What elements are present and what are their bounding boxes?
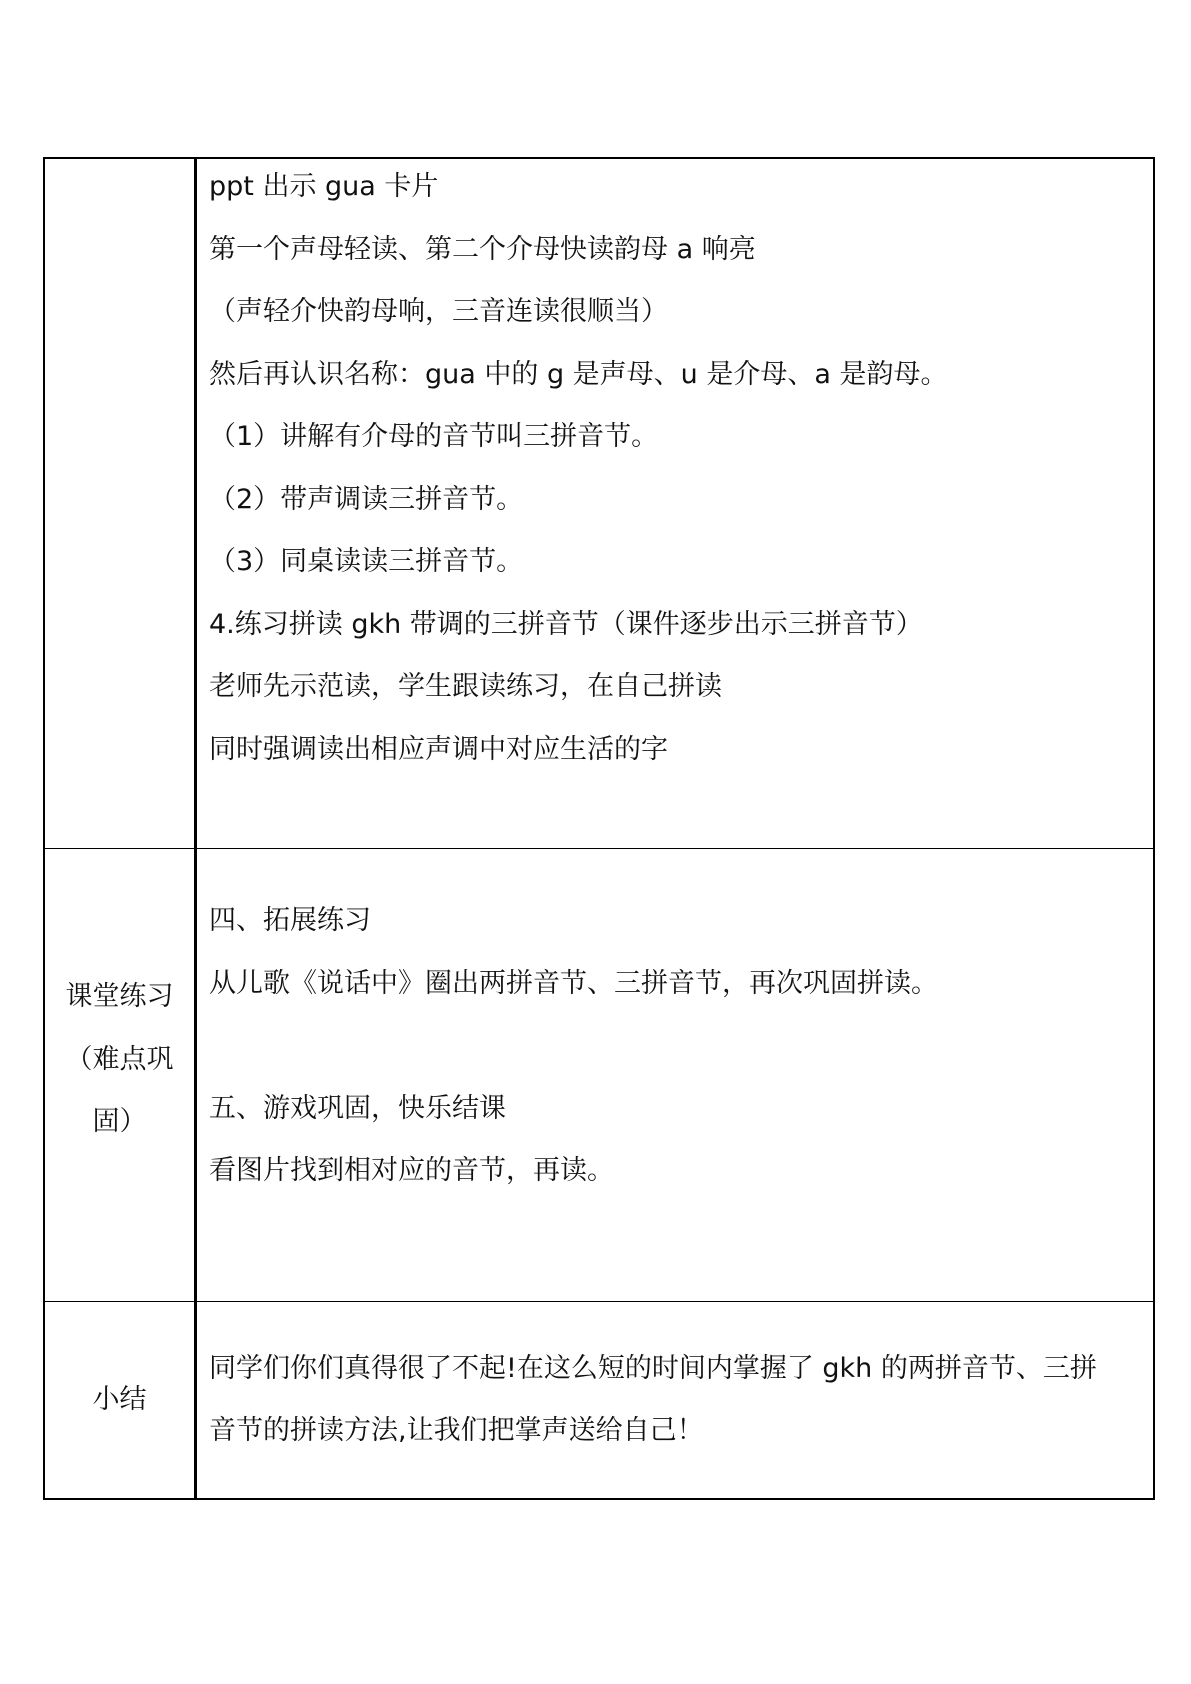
- row1-line-9: 老师先示范读，学生跟读练习，在自己拼读: [209, 671, 722, 702]
- row1-line-7: （3）同桌读读三拼音节。: [209, 546, 524, 577]
- row2-line-4: 看图片找到相对应的音节，再读。: [209, 1155, 614, 1186]
- row3-line-1: 同学们你们真得很了不起!在这么短的时间内掌握了 gkh 的两拼音节、三拼: [209, 1352, 1097, 1384]
- row1-line-4: 然后再认识名称：gua 中的 g 是声母、u 是介母、a 是韵母。: [209, 358, 948, 390]
- row2-line-1: 四、拓展练习: [209, 905, 371, 936]
- row1-line-2: 第一个声母轻读、第二个介母快读韵母 a 响亮: [209, 233, 756, 265]
- row2-spacer: [209, 1015, 1149, 1078]
- row2-label-line-1: 课堂练习: [65, 981, 174, 1013]
- row2-label-line-3: 固）: [92, 1106, 147, 1138]
- row1-line-10: 同时强调读出相应声调中对应生活的字: [209, 733, 668, 765]
- row1-line-8: 4.练习拼读 gkh 带调的三拼音节（课件逐步出示三拼音节）: [209, 608, 923, 640]
- row2-line-3: 五、游戏巩固，快乐结课: [209, 1092, 506, 1124]
- row3-label-cell: [44, 1302, 196, 1500]
- row3-label: 小结: [92, 1383, 147, 1415]
- row3-line-2: 音节的拼读方法,让我们把掌声送给自己！: [209, 1415, 704, 1446]
- row1-label-cell: [44, 158, 196, 849]
- row2-line-2: 从儿歌《说话中》圈出两拼音节、三拼音节，再次巩固拼读。: [209, 967, 938, 999]
- row2-content-cell: [196, 849, 1155, 1302]
- row1-line-5: （1）讲解有介母的音节叫三拼音节。: [209, 421, 659, 452]
- row1-content-cell: [196, 158, 1155, 849]
- row1-line-3: （声轻介快韵母响，三音连读很顺当）: [209, 296, 668, 327]
- row1-line-6: （2）带声调读三拼音节。: [209, 483, 524, 515]
- table-row-summary: [44, 1302, 1154, 1500]
- table-row-classroom-practice: [44, 849, 1154, 1302]
- table-row-teaching-steps: [44, 158, 1154, 849]
- row3-content-cell: [196, 1302, 1155, 1500]
- row2-label-cell: [44, 849, 196, 1302]
- lesson-plan-table: [43, 157, 1155, 1500]
- row1-line-1: ppt 出示 gua 卡片: [209, 171, 439, 202]
- row2-label-line-2: （难点巩: [65, 1043, 174, 1075]
